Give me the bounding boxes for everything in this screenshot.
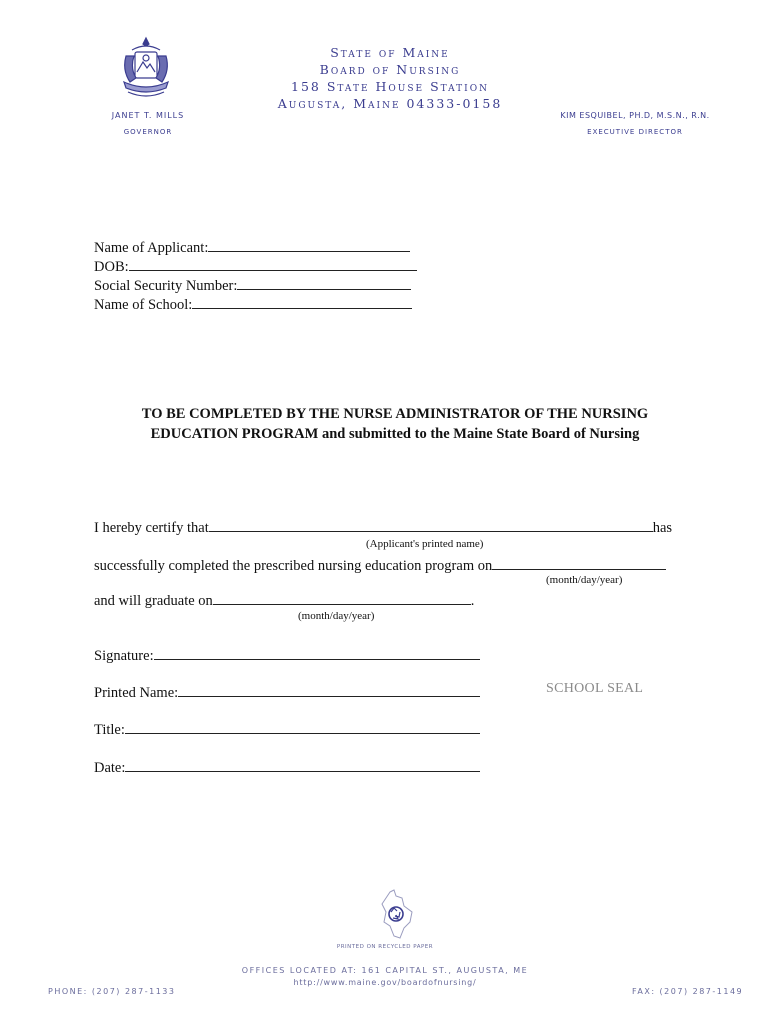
has-label: has [652, 520, 673, 536]
letterhead-station: 158 State House Station [291, 79, 489, 94]
certify-row [94, 518, 672, 537]
dob-input[interactable] [129, 257, 417, 271]
maine-recycle-icon [376, 888, 416, 940]
graduation-date-input[interactable] [213, 591, 471, 605]
letterhead [260, 44, 520, 112]
dob-row [94, 257, 417, 276]
office-address: OFFICES LOCATED AT: 161 CAPITAL ST., AUGUSTA, ME [241, 966, 529, 975]
letterhead-city: Augusta, Maine 04333-0158 [277, 96, 503, 111]
heading-line-1: TO BE COMPLETED BY THE NURSE ADMINISTRATOR OF THE NURSING [141, 406, 649, 422]
director-name: KIM ESQUIBEL, PH.D, M.S.N., R.N. [560, 111, 710, 120]
completed-label: successfully completed the prescribed nursing education program on [94, 558, 493, 574]
governor-name: JANET T. MILLS [111, 111, 185, 120]
date-label: Date: [94, 760, 126, 776]
graduation-date-caption: (month/day/year) [298, 610, 375, 622]
director-title: EXECUTIVE DIRECTOR [587, 128, 683, 136]
completion-date-input[interactable] [492, 556, 666, 570]
date-input[interactable] [125, 758, 480, 772]
title-row [94, 720, 480, 739]
completion-date-caption: (month/day/year) [546, 574, 623, 586]
instructions-heading [90, 404, 700, 444]
applicant-caption: (Applicant's printed name) [366, 538, 484, 550]
dob-label: DOB: [94, 259, 129, 275]
fax-number: FAX: (207) 287-1149 [632, 987, 744, 996]
title-label: Title: [94, 722, 125, 738]
graduate-period: . [470, 593, 475, 609]
signature-input[interactable] [154, 646, 480, 660]
letterhead-board: Board of Nursing [319, 62, 461, 77]
printed-name-input[interactable] [178, 683, 480, 697]
date-row [94, 758, 480, 777]
recycled-paper-note: PRINTED ON RECYCLED PAPER [336, 944, 434, 950]
printed-name-label: Printed Name: [94, 685, 179, 701]
graduate-label: and will graduate on [94, 593, 213, 609]
state-seal-icon [118, 36, 174, 102]
ssn-input[interactable] [237, 276, 411, 290]
governor-title: GOVERNOR [123, 128, 173, 136]
title-input[interactable] [125, 720, 480, 734]
school-label: Name of School: [94, 297, 193, 313]
ssn-row [94, 276, 411, 295]
phone-number: PHONE: (207) 287-1133 [48, 987, 176, 996]
printed-name-row [94, 683, 480, 702]
school-seal-placeholder: SCHOOL SEAL [546, 681, 644, 696]
completed-row [94, 556, 666, 575]
graduate-row [94, 591, 474, 610]
applicant-printed-name-input[interactable] [209, 518, 653, 532]
signature-label: Signature: [94, 648, 154, 664]
applicant-name-row [94, 238, 410, 257]
letterhead-state: State of Maine [330, 45, 450, 60]
website-link[interactable]: http://www.maine.gov/boardofnursing/ [293, 978, 477, 987]
ssn-label: Social Security Number: [94, 278, 238, 294]
applicant-name-input[interactable] [208, 238, 410, 252]
heading-line-2: EDUCATION PROGRAM and submitted to the Maine State Board of Nursing [150, 426, 640, 442]
applicant-name-label: Name of Applicant: [94, 240, 209, 256]
signature-row [94, 646, 480, 665]
school-row [94, 295, 412, 314]
certify-label: I hereby certify that [94, 520, 209, 536]
school-input[interactable] [192, 295, 412, 309]
